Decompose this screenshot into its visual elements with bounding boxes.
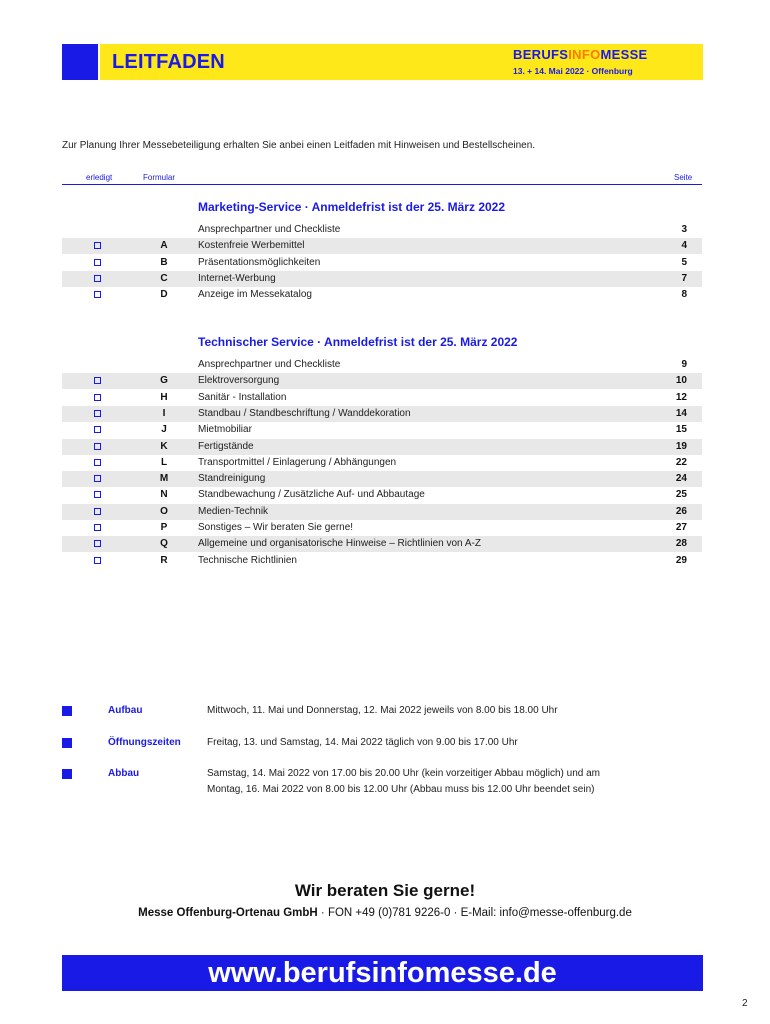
row-text: Standreinigung bbox=[198, 473, 266, 485]
schedule-text-line: Samstag, 14. Mai 2022 von 17.00 bis 20.00 Uhr (kein vorzeitiger Abbau möglich) und am bbox=[207, 768, 600, 779]
schedule-text bbox=[207, 766, 600, 798]
page-ref: 4 bbox=[681, 240, 687, 252]
page-ref: 28 bbox=[675, 538, 687, 550]
checkbox-icon[interactable] bbox=[94, 242, 101, 249]
schedule-bullet-icon bbox=[62, 738, 72, 748]
checklist-row bbox=[62, 422, 702, 438]
schedule-label: Öffnungszeiten bbox=[108, 737, 181, 748]
checklist-row bbox=[62, 487, 702, 503]
schedule-text bbox=[207, 735, 518, 751]
checkbox-icon[interactable] bbox=[94, 557, 101, 564]
checkbox-icon[interactable] bbox=[94, 394, 101, 401]
form-letter: G bbox=[160, 375, 168, 387]
row-text: Mietmobiliar bbox=[198, 424, 252, 436]
form-letter: A bbox=[160, 240, 168, 252]
row-text: Technische Richtlinien bbox=[198, 554, 297, 566]
form-letter: D bbox=[160, 289, 168, 301]
checkbox-icon[interactable] bbox=[94, 275, 101, 282]
checklist-row bbox=[62, 255, 702, 271]
page-ref: 10 bbox=[675, 375, 687, 387]
checklist-row bbox=[62, 287, 702, 303]
page-ref: 25 bbox=[675, 489, 687, 501]
checklist-row bbox=[62, 390, 702, 406]
form-letter: K bbox=[160, 440, 168, 452]
checklist-row bbox=[62, 553, 702, 569]
column-header-form: Formular bbox=[143, 173, 176, 182]
intro-text: Zur Planung Ihrer Messebeteiligung erhalten Sie anbei einen Leitfaden mit Hinweisen und Bestellscheinen. bbox=[62, 140, 536, 151]
form-letter: P bbox=[160, 522, 168, 533]
form-letter: L bbox=[160, 456, 168, 468]
contact-line bbox=[0, 907, 770, 919]
checklist-row bbox=[62, 471, 702, 487]
brand-logo bbox=[513, 47, 648, 62]
page-ref: 3 bbox=[681, 224, 687, 235]
form-letter: O bbox=[160, 505, 168, 517]
form-letter: C bbox=[160, 272, 168, 284]
checklist-row bbox=[62, 406, 702, 422]
schedule-text bbox=[207, 703, 558, 719]
form-letter: R bbox=[160, 554, 168, 566]
column-header-done: erledigt bbox=[86, 173, 113, 182]
page-ref: 24 bbox=[675, 473, 687, 485]
checkbox-icon[interactable] bbox=[94, 426, 101, 433]
row-text: Ansprechpartner und Checkliste bbox=[198, 359, 341, 370]
brand-part-1: BERUFS bbox=[513, 47, 569, 62]
row-text: Standbewachung / Zusätzliche Auf- und Abbautage bbox=[198, 489, 425, 501]
row-text: Allgemeine und organisatorische Hinweise – Richtlinien von A-Z bbox=[198, 538, 481, 550]
schedule-bullet-icon bbox=[62, 706, 72, 716]
checkbox-icon[interactable] bbox=[94, 259, 101, 266]
row-text: Internet-Werbung bbox=[198, 272, 276, 284]
section-title: Marketing-Service · Anmeldefrist ist der 25. März 2022 bbox=[198, 200, 506, 214]
checkbox-icon[interactable] bbox=[94, 475, 101, 482]
brand-part-2: INFO bbox=[568, 47, 601, 62]
page-ref: 14 bbox=[675, 407, 687, 419]
schedule-text-line: Montag, 16. Mai 2022 von 8.00 bis 12.00 Uhr (Abbau muss bis 12.00 Uhr beendet sein) bbox=[207, 784, 595, 795]
section-title: Technischer Service · Anmeldefrist ist der 25. März 2022 bbox=[198, 335, 518, 349]
row-text: Transportmittel / Einlagerung / Abhängungen bbox=[198, 456, 397, 468]
checkbox-icon[interactable] bbox=[94, 508, 101, 515]
row-text: Elektroversorgung bbox=[198, 375, 280, 387]
page-ref: 15 bbox=[675, 424, 687, 436]
form-letter: I bbox=[162, 407, 166, 419]
form-letter: Q bbox=[160, 538, 168, 550]
checklist-row bbox=[62, 222, 702, 238]
form-letter: M bbox=[159, 473, 169, 485]
company-name: Messe Offenburg-Ortenau GmbH bbox=[138, 907, 318, 919]
checkbox-icon[interactable] bbox=[94, 410, 101, 417]
header-blue-block bbox=[62, 44, 98, 80]
row-text: Sanitär - Installation bbox=[198, 391, 287, 403]
page-ref: 7 bbox=[681, 272, 687, 284]
checkbox-icon[interactable] bbox=[94, 491, 101, 498]
row-text: Kostenfreie Werbemittel bbox=[198, 240, 305, 252]
checkbox-icon[interactable] bbox=[94, 291, 101, 298]
page-number: 2 bbox=[742, 998, 748, 1009]
checkbox-icon[interactable] bbox=[94, 443, 101, 450]
row-text: Medien-Technik bbox=[198, 505, 269, 517]
column-header-page: Seite bbox=[674, 173, 693, 182]
schedule-text-line: Freitag, 13. und Samstag, 14. Mai 2022 täglich von 9.00 bis 17.00 Uhr bbox=[207, 737, 518, 748]
header-divider bbox=[62, 184, 702, 185]
schedule-label: Abbau bbox=[108, 768, 140, 779]
contact-details: · FON +49 (0)781 9226-0 · E-Mail: info@messe-offenburg.de bbox=[317, 907, 632, 919]
checklist-row bbox=[62, 520, 702, 536]
checklist-row bbox=[62, 504, 702, 520]
row-text: Anzeige im Messekatalog bbox=[198, 289, 312, 301]
event-date: 13. + 14. Mai 2022 · Offenburg bbox=[513, 66, 633, 76]
document-title: LEITFADEN bbox=[112, 51, 225, 73]
form-letter: B bbox=[160, 256, 168, 268]
checkbox-icon[interactable] bbox=[94, 377, 101, 384]
brand-part-3: MESSE bbox=[600, 47, 648, 62]
row-text: Ansprechpartner und Checkliste bbox=[198, 224, 341, 235]
row-text: Sonstiges – Wir beraten Sie gerne! bbox=[198, 522, 354, 533]
checklist-row bbox=[62, 238, 702, 254]
page-ref: 29 bbox=[675, 554, 687, 566]
checklist-row bbox=[62, 373, 702, 389]
page-ref: 5 bbox=[681, 256, 687, 268]
checklist-row bbox=[62, 455, 702, 471]
schedule-bullet-icon bbox=[62, 769, 72, 779]
page-ref: 19 bbox=[675, 440, 687, 452]
website-link[interactable]: www.berufsinfomesse.de bbox=[208, 957, 557, 989]
schedule-text-line: Mittwoch, 11. Mai und Donnerstag, 12. Mai 2022 jeweils von 8.00 bis 18.00 Uhr bbox=[207, 705, 558, 716]
checkbox-icon[interactable] bbox=[94, 540, 101, 547]
checklist-row bbox=[62, 439, 702, 455]
footer-heading: Wir beraten Sie gerne! bbox=[294, 881, 476, 900]
form-letter: J bbox=[161, 424, 167, 436]
checklist-row bbox=[62, 357, 702, 373]
row-text: Standbau / Standbeschriftung / Wanddekoration bbox=[198, 407, 411, 419]
row-text: Fertigstände bbox=[198, 440, 254, 452]
form-letter: H bbox=[160, 391, 168, 403]
page-ref: 9 bbox=[681, 359, 687, 370]
page-ref: 22 bbox=[675, 456, 687, 468]
page-ref: 26 bbox=[675, 505, 687, 517]
checkbox-icon[interactable] bbox=[94, 459, 101, 466]
page-ref: 27 bbox=[675, 522, 687, 533]
checklist-row bbox=[62, 271, 702, 287]
schedule-label: Aufbau bbox=[108, 705, 143, 716]
checkbox-icon[interactable] bbox=[94, 524, 101, 531]
form-letter: N bbox=[160, 489, 168, 501]
page-ref: 8 bbox=[681, 289, 687, 301]
row-text: Präsentationsmöglichkeiten bbox=[198, 256, 321, 268]
page-ref: 12 bbox=[675, 391, 687, 403]
checklist-row bbox=[62, 536, 702, 552]
